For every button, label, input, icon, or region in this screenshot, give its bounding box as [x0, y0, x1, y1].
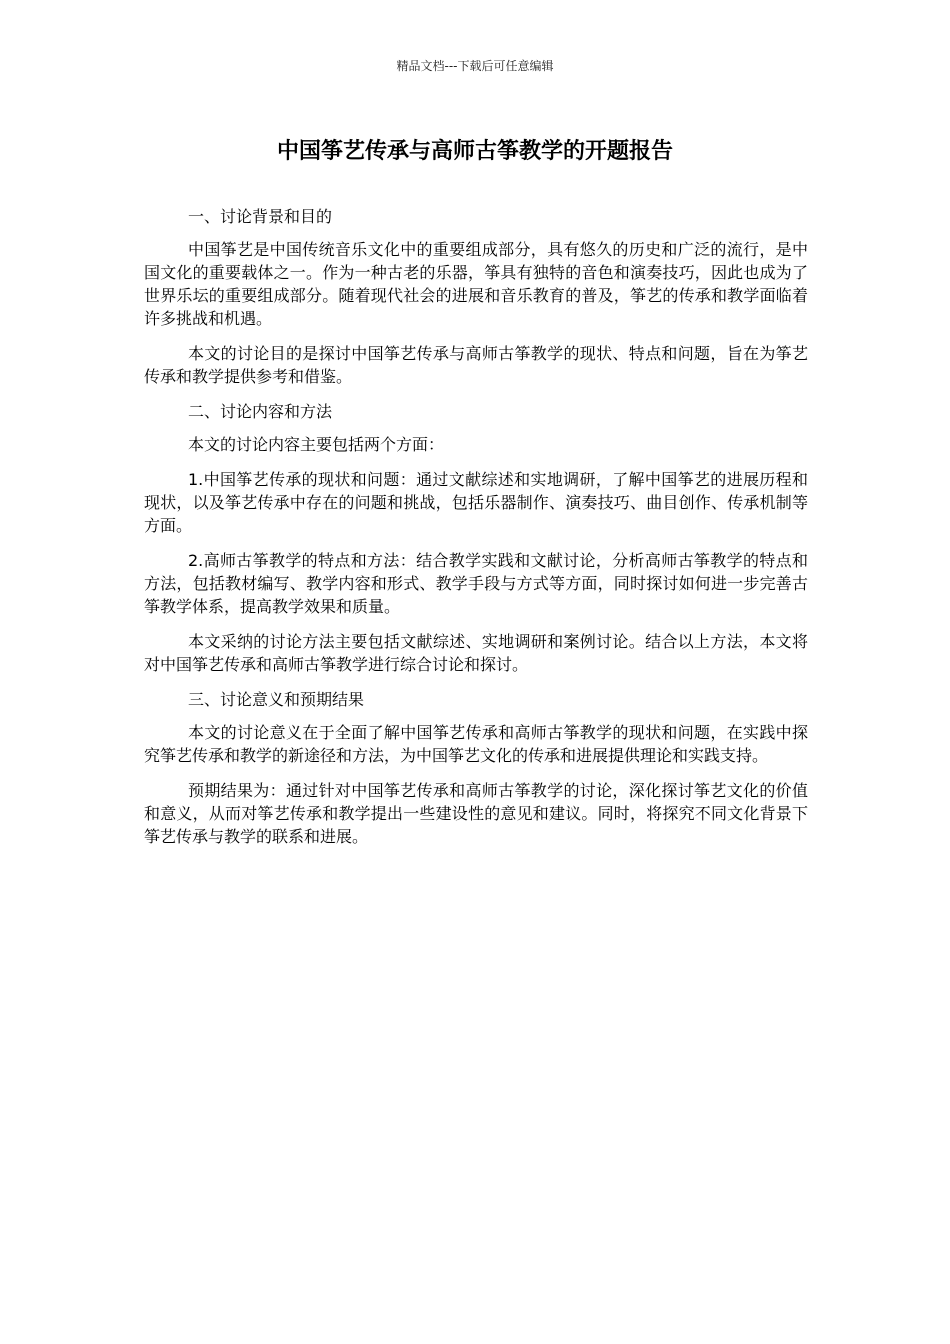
document-body: [144, 205, 808, 860]
paragraph-expected-results: 预期结果为：通过针对中国筝艺传承和高师古筝教学的讨论，深化探讨筝艺文化的价值和意义，从而对筝艺传承和教学提出一些建设性的意见和建议。同时，将探究不同文化背景下筝艺传承与教学的联系和进展。: [144, 781, 808, 846]
section-heading-significance: 三、讨论意义和预期结果: [188, 690, 365, 709]
paragraph-content-item-2: 2.高师古筝教学的特点和方法：结合教学实践和文献讨论，分析高师古筝教学的特点和方法，包括教材编写、教学内容和形式、教学手段与方式等方面，同时探讨如何进一步完善古筝教学体系，提高教学效果和质量。: [144, 551, 808, 616]
paragraph-background: 中国筝艺是中国传统音乐文化中的重要组成部分，具有悠久的历史和广泛的流行，是中国文化的重要载体之一。作为一种古老的乐器，筝具有独特的音色和演奏技巧，因此也成为了世界乐坛的重要组成部分。随着现代社会的进展和音乐教育的普及，筝艺的传承和教学面临着许多挑战和机遇。: [144, 240, 808, 328]
paragraph-content-item-1: 1.中国筝艺传承的现状和问题：通过文献综述和实地调研，了解中国筝艺的进展历程和现状，以及筝艺传承中存在的问题和挑战，包括乐器制作、演奏技巧、曲目创作、传承机制等方面。: [144, 470, 808, 535]
paragraph-purpose: 本文的讨论目的是探讨中国筝艺传承与高师古筝教学的现状、特点和问题，旨在为筝艺传承和教学提供参考和借鉴。: [144, 344, 808, 386]
section-heading-background: 一、讨论背景和目的: [188, 207, 333, 226]
paragraph-content-intro: 本文的讨论内容主要包括两个方面：: [188, 435, 445, 454]
document-title: 中国筝艺传承与高师古筝教学的开题报告: [276, 139, 673, 164]
paragraph-significance: 本文的讨论意义在于全面了解中国筝艺传承和高师古筝教学的现状和问题，在实践中探究筝艺传承和教学的新途径和方法，为中国筝艺文化的传承和进展提供理论和实践支持。: [144, 723, 808, 765]
section-heading-content-method: 二、讨论内容和方法: [188, 402, 333, 421]
header-note: 精品文档---下载后可任意编辑: [396, 59, 554, 73]
paragraph-method: 本文采纳的讨论方法主要包括文献综述、实地调研和案例讨论。结合以上方法，本文将对中国筝艺传承和高师古筝教学进行综合讨论和探讨。: [144, 632, 808, 674]
